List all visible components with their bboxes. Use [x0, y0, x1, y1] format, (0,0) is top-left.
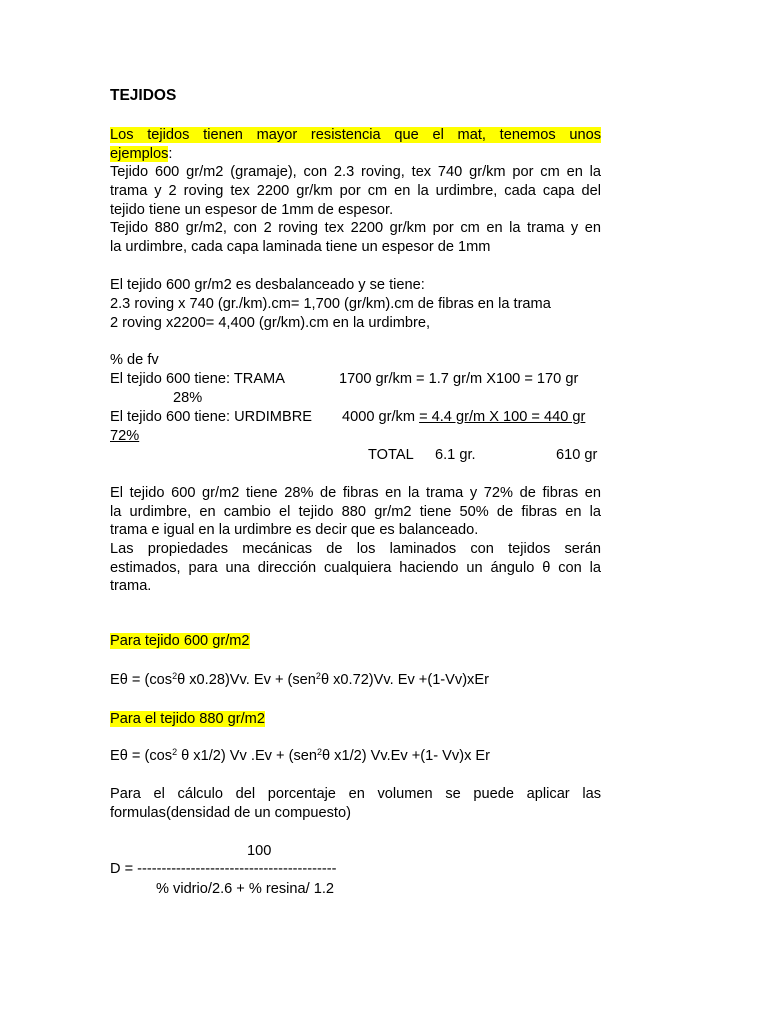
superscript: 2 [172, 671, 178, 681]
highlighted-text: ejemplos [110, 145, 169, 162]
formula-880 [110, 747, 490, 765]
text-line: trama. [110, 578, 152, 595]
urdimbre-value-plain: 4000 gr/km [342, 409, 420, 425]
text-line: trama y 2 roving tex 2200 gr/km por cm en la urdimbre, cada capa del [110, 183, 601, 200]
urdimbre-value-underlined: = 4.4 gr/m X 100 = 440 gr [419, 409, 586, 425]
formula-part: θ x1/2) Vv.Ev +(1- Vv)x Er [322, 748, 491, 764]
formula-600 [110, 671, 489, 689]
trama-value: 1700 gr/km = 1.7 gr/m X100 = 170 gr [339, 371, 579, 387]
highlighted-text: Para tejido 600 gr/m2 [110, 633, 250, 649]
superscript: 2 [317, 747, 323, 757]
intro-line-1 [110, 126, 601, 145]
density-paragraph [110, 785, 601, 822]
density-denominator: % vidrio/2.6 + % resina/ 1.2 [156, 881, 335, 897]
total-label: TOTAL [368, 447, 414, 463]
calc-line: 2.3 roving x 740 (gr./km).cm= 1,700 (gr/km).cm de fibras en la trama [110, 296, 551, 312]
text-line: Las propiedades mecánicas de los laminados con tejidos serán [110, 541, 601, 558]
density-numerator: 100 [247, 843, 272, 859]
superscript: 2 [172, 747, 178, 757]
text-line: Tejido 880 gr/m2, con 2 roving tex 2200 gr/km por cm en la trama y en [110, 220, 601, 237]
intro-line-2 [110, 145, 601, 164]
total-610: 610 gr [556, 447, 598, 463]
text-line: El tejido 600 gr/m2 tiene 28% de fibras en la trama y 72% de fibras en [110, 485, 601, 501]
calc-line: 2 roving x2200= 4,400 (gr/km).cm en la urdimbre, [110, 315, 430, 331]
section-880-heading [110, 710, 265, 728]
formula-part: Eθ = (cos [110, 672, 173, 688]
intro-colon: : [168, 145, 173, 162]
document-title: TEJIDOS [110, 87, 177, 104]
text-line: la urdimbre, cada capa laminada tiene un espesor de 1mm [110, 239, 491, 256]
body-paragraph [110, 484, 601, 596]
text-line: formulas(densidad de un compuesto) [110, 804, 351, 821]
section-600-heading [110, 632, 250, 650]
text-line: tejido tiene un espesor de 1mm de espesor. [110, 201, 394, 218]
formula-part: Eθ = (cos [110, 748, 173, 764]
intro-paragraph [110, 126, 601, 257]
trama-label: El tejido 600 tiene: TRAMA [110, 371, 285, 387]
calc-line: El tejido 600 gr/m2 es desbalanceado y se tiene: [110, 277, 425, 293]
formula-part: θ x1/2) Vv .Ev + (sen [177, 748, 317, 764]
urdimbre-label: El tejido 600 tiene: URDIMBRE [110, 409, 312, 425]
text-line: trama e igual en la urdimbre es decir que es balanceado. [110, 522, 479, 539]
text-line: Tejido 600 gr/m2 (gramaje), con 2.3 roving, tex 740 gr/km por cm en la [110, 164, 601, 181]
superscript: 2 [315, 671, 321, 681]
highlighted-text: Los tejidos tienen mayor resistencia que el mat, tenemos unos [110, 127, 601, 143]
total-grams: 6.1 gr. [435, 447, 476, 463]
formula-part: θ x0.28)Vv. Ev + (sen [177, 672, 316, 688]
density-fraction-line: D = ----------------------------------------- [110, 861, 337, 877]
text-line: Para el cálculo del porcentaje en volumen se puede aplicar las [110, 786, 601, 802]
text-line: estimados, para una dirección cualquiera haciendo un ángulo θ con la [110, 559, 601, 576]
trama-percent: 28% [173, 390, 203, 406]
urdimbre-percent: 72% [110, 428, 140, 444]
fv-heading: % de fv [110, 352, 159, 368]
highlighted-text: Para el tejido 880 gr/m2 [110, 711, 265, 727]
formula-part: θ x0.72)Vv. Ev +(1-Vv)xEr [320, 672, 489, 688]
urdimbre-value [342, 408, 585, 426]
text-line: la urdimbre, en cambio el tejido 880 gr/m2 tiene 50% de fibras en la [110, 503, 601, 520]
